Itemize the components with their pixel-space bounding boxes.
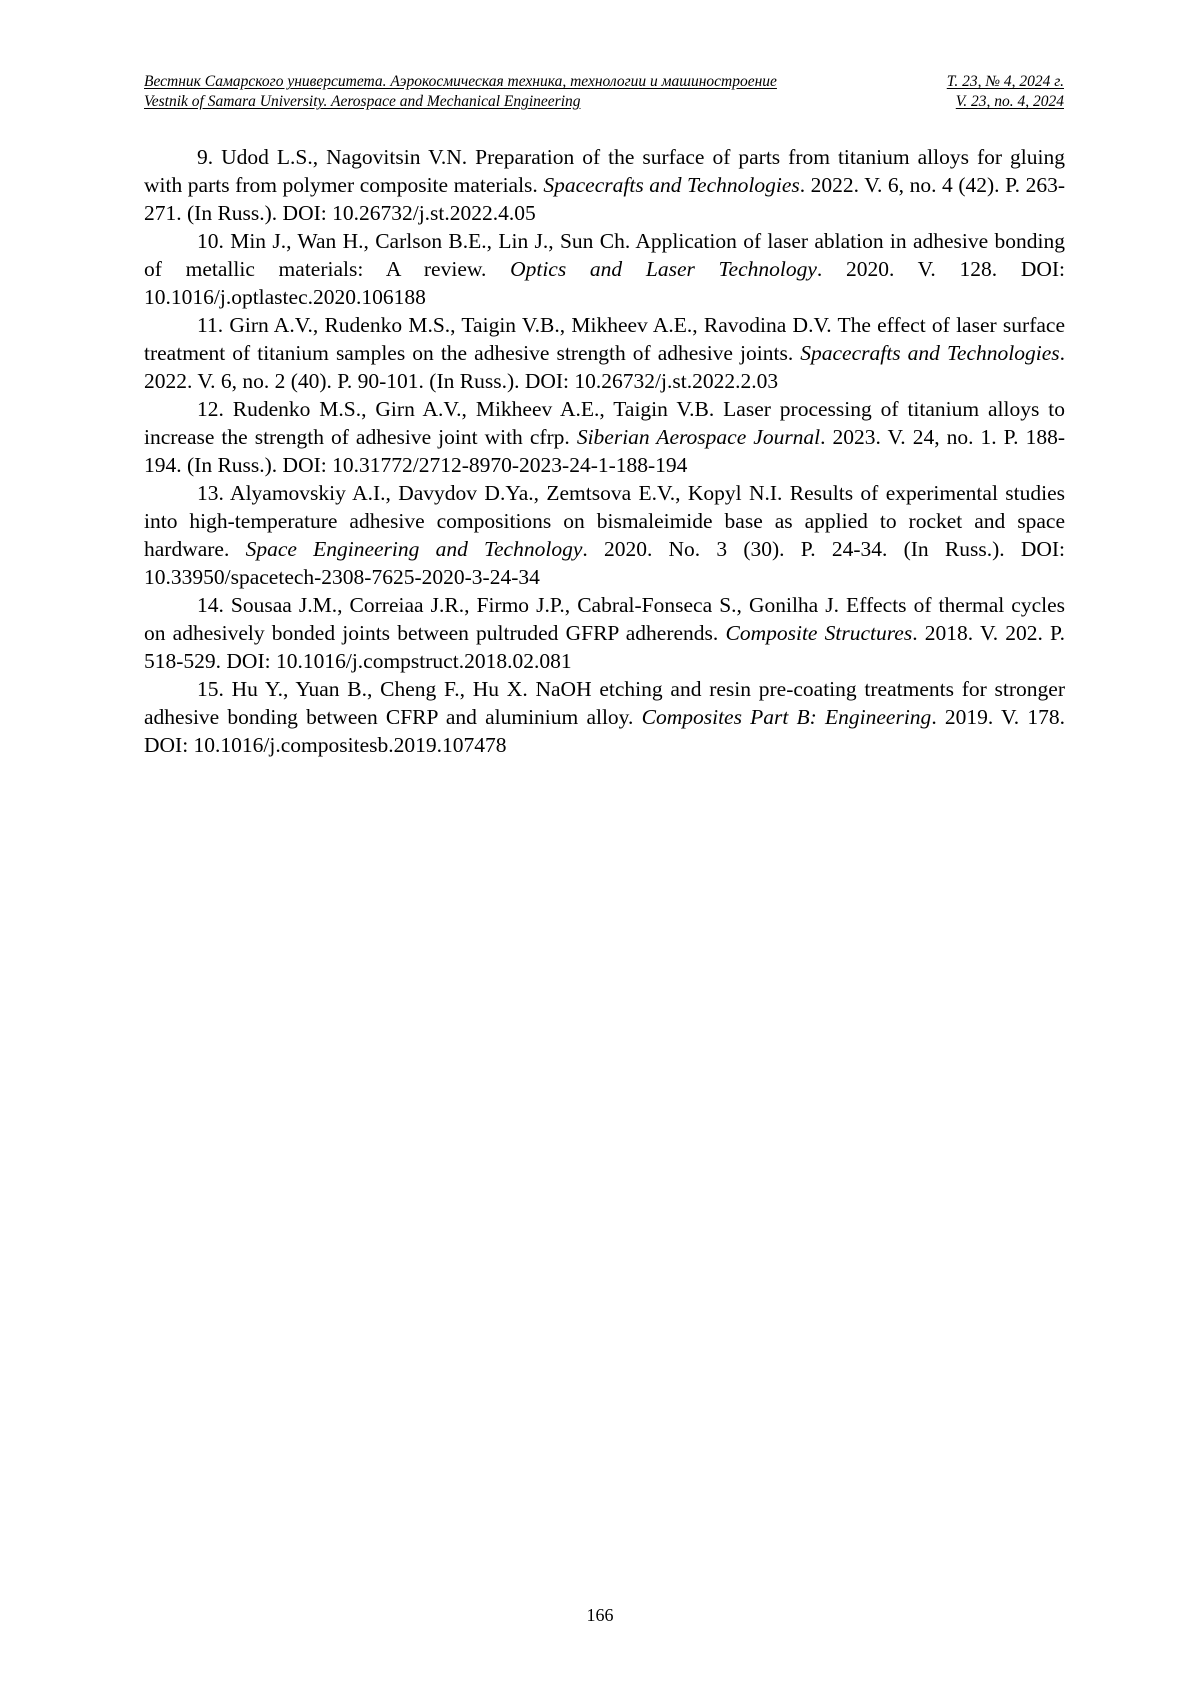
- reference-details: . 2020. V. 128. DOI: 10.1016/j.optlastec.2020.106188: [144, 257, 1066, 309]
- reference-text: 11. Girn A.V., Rudenko M.S., Taigin V.B., Mikheev A.E., Ravodina D.V. The effect of laser surface treatment of titanium samples on the adhesive strength of adhesive joints.: [144, 313, 1065, 365]
- reference-journal: Composite Structures: [725, 621, 913, 645]
- running-header: [144, 72, 1064, 112]
- reference-item: [144, 395, 1065, 479]
- header-volume-ru: Т. 23, № 4, 2024 г.: [946, 73, 1064, 90]
- header-journal-en: Vestnik of Samara University. Aerospace and Mechanical Engineering: [144, 93, 581, 110]
- reference-journal: Spacecrafts and Technologies: [543, 173, 800, 197]
- reference-details: . 2022. V. 6, no. 4 (42). P. 263-271. (In Russ.). DOI: 10.26732/j.st.2022.4.05: [144, 173, 1066, 225]
- reference-list: [144, 143, 1065, 759]
- reference-journal: Spacecrafts and Technologies: [800, 341, 1060, 365]
- reference-text: 12. Rudenko M.S., Girn A.V., Mikheev A.E., Taigin V.B. Laser processing of titanium alloys to increase the strength of adhesive joint with cfrp.: [144, 397, 1065, 449]
- reference-details: . 2019. V. 178. DOI: 10.1016/j.compositesb.2019.107478: [144, 705, 1065, 757]
- reference-text: 9. Udod L.S., Nagovitsin V.N. Preparation of the surface of parts from titanium alloys for gluing with parts from polymer composite materials.: [144, 145, 1065, 197]
- header-row-en: [144, 92, 1064, 112]
- reference-text: 15. Hu Y., Yuan B., Cheng F., Hu X. NaOH etching and resin pre-coating treatments for stronger adhesive bonding between CFRP and aluminium alloy.: [144, 677, 1065, 729]
- reference-details: . 2020. No. 3 (30). P. 24-34. (In Russ.). DOI: 10.33950/spacetech-2308-7625-2020-3-24-34: [144, 537, 1066, 589]
- reference-journal: Optics and Laser Technology: [510, 257, 817, 281]
- reference-item: [144, 143, 1065, 227]
- page-number: 166: [586, 1605, 614, 1625]
- reference-item: [144, 675, 1065, 759]
- reference-journal: Siberian Aerospace Journal: [576, 425, 821, 449]
- reference-details: . 2023. V. 24, no. 1. P. 188-194. (In Russ.). DOI: 10.31772/2712-8970-2023-24-1-188-194: [144, 425, 1065, 477]
- reference-details: . 2018. V. 202. P. 518-529. DOI: 10.1016/j.compstruct.2018.02.081: [144, 621, 1066, 673]
- reference-item: [144, 227, 1065, 311]
- reference-journal: Space Engineering and Technology: [245, 537, 583, 561]
- header-row-ru: [144, 72, 1064, 92]
- header-journal-ru: Вестник Самарского университета. Аэрокосмическая техника, технологии и машиностроение: [144, 73, 777, 90]
- reference-text: 13. Alyamovskiy A.I., Davydov D.Ya., Zemtsova E.V., Kopyl N.I. Results of experimental studies into high-temperature adhesive compositions on bismaleimide base as applied to rocket and space hardware.: [144, 481, 1065, 561]
- reference-item: [144, 479, 1065, 591]
- reference-item: [144, 311, 1065, 395]
- header-volume-en: V. 23, no. 4, 2024: [955, 93, 1064, 110]
- reference-text: 10. Min J., Wan H., Carlson B.E., Lin J., Sun Ch. Application of laser ablation in adhesive bonding of metallic materials: A review.: [144, 229, 1065, 281]
- reference-text: 14. Sousaa J.M., Correiaa J.R., Firmo J.P., Cabral-Fonseca S., Gonilha J. Effects of thermal cycles on adhesively bonded joints between pultruded GFRP adherends.: [144, 593, 1065, 645]
- reference-details: . 2022. V. 6, no. 2 (40). P. 90-101. (In Russ.). DOI: 10.26732/j.st.2022.2.03: [144, 341, 1066, 393]
- reference-item: [144, 591, 1065, 675]
- reference-journal: Composites Part B: Engineering: [641, 705, 932, 729]
